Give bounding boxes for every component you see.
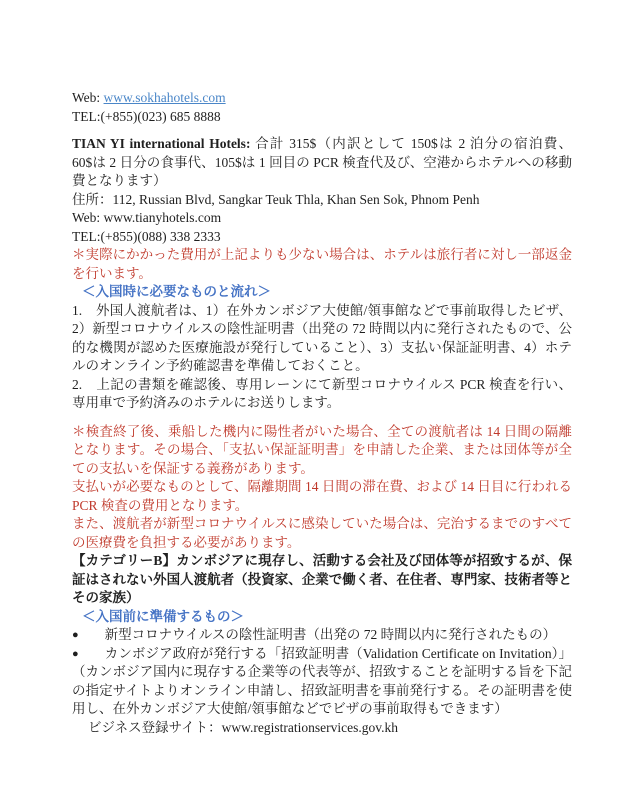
tianyi-hotel-name: TIAN YI international Hotels:	[72, 136, 251, 151]
web-label: Web:	[72, 90, 104, 105]
sokha-contact-block	[72, 89, 572, 126]
prepare-bullet-item	[72, 645, 572, 719]
entry-flow-heading: ＜入国時に必要なものと流れ＞	[82, 284, 271, 299]
business-registration-site: ビジネス登録サイト：www.registrationservices.gov.kh	[88, 719, 398, 735]
sokha-web-link[interactable]: www.sokhahotels.com	[103, 90, 226, 105]
quarantine-note-line: ＊検査終了後、乗船した機内に陽性者がいた場合、全ての渡航者は 14 日間の隔離となります。その場合、「支払い保証証明書」を申請した企業、または団体等が全ての支払いを保証する義務があります。	[72, 423, 572, 476]
tianyi-summary-line	[72, 135, 572, 191]
quarantine-note-line: また、渡航者が新型コロナウイルスに感染していた場合は、完治するまでのすべての医療費を負担する必要があります。	[72, 516, 572, 550]
document-page	[72, 0, 572, 737]
sokha-tel-line: TEL:(+855)(023) 685 8888	[72, 108, 221, 124]
entry-flow-item-2: 2. 上記の書類を確認後、専用レーンにて新型コロナウイルス PCR 検査を行い、専用車で予約済みのホテルにお送りします。	[72, 376, 572, 410]
category-b-definition: 【カテゴリーB】カンボジアに現存し、活動する会社及び団体等が招致するが、保証はされない外国人渡航者（投資家、企業で働く者、在住者、専門家、技術者等とその家族）	[72, 553, 572, 605]
quarantine-note-line: 支払いが必要なものとして、隔離期間 14 日間の滞在費、および 14 日目に行われる PCR 検査の費用となります。	[72, 479, 572, 513]
tianyi-hotel-block	[72, 135, 572, 246]
prepare-item-text: 新型コロナウイルスの陰性証明書（出発の 72 時間以内に発行されたもの）	[104, 627, 557, 642]
refund-note: ＊実際にかかった費用が上記よりも少ない場合は、ホテルは旅行者に対し一部返金を行います。	[72, 247, 572, 281]
tianyi-tel-line: TEL:(+855)(088) 338 2333	[72, 228, 221, 244]
tianyi-address-line: 住所：112, Russian Blvd, Sangkar Teuk Thla, Khan Sen Sok, Phnom Penh	[72, 191, 480, 207]
prepare-bullet-item	[72, 626, 572, 645]
tianyi-web-line: Web: www.tianyhotels.com	[72, 210, 222, 225]
tianyi-cost-breakdown: 合計 315$（内訳として 150$は 2 泊分の宿泊費、60$は 2 日分の食事代、105$は 1 回目の PCR 検査代及び、空港からホテルへの移動費となります）	[72, 136, 573, 188]
quarantine-note	[72, 423, 572, 553]
bullet-icon: ●	[72, 647, 79, 660]
sokha-web-line	[72, 89, 572, 108]
prepare-heading: ＜入国前に準備するもの＞	[82, 608, 244, 624]
entry-flow-item-1: 1. 外国人渡航者は、1）在外カンボジア大使館/領事館などで事前取得したビザ、2）新型コロナウイルスの陰性証明書（出発の 72 時間以内に発行されたもので、公的な機関が認めた医療施設が発行していること）、3）支払い保証証明書、4）ホテルのオンライン予約確認書を準備しておくこと。	[72, 302, 572, 373]
prepare-item-text: カンボジア政府が発行する「招致証明書（Validation Certificate on Invitation）」（カンボジア国内に現存する企業等の代表等が、招致することを証明する旨を下記の指定サイトよりオンライン申請し、招致証明書を事前発行する。その証明書を使用し、在外カンボジア大使館/領事館などでビザの事前取得もできます）	[72, 645, 572, 716]
bullet-icon: ●	[72, 629, 79, 641]
